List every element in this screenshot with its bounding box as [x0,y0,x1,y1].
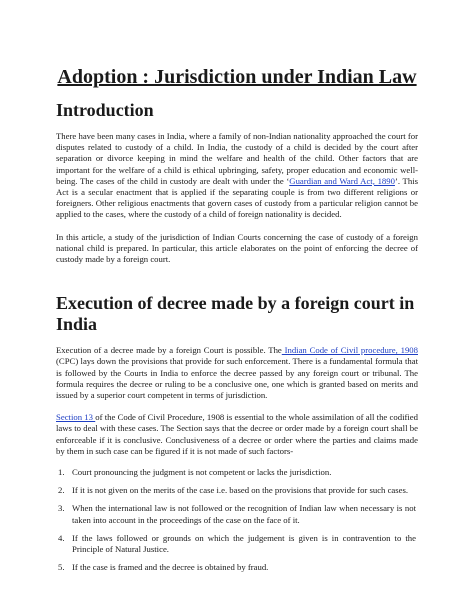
civil-procedure-code-link[interactable]: Indian Code of Civil procedure, 1908 [281,345,418,356]
list-item [56,533,418,555]
execution-paragraph-2 [56,412,418,457]
list-item-text: If the laws followed or grounds on which the judgement is given is in contravention to the Principle of Natural Justice. [72,532,416,555]
list-item-text: If it is not given on the merits of the case i.e. based on the provisions that provide for such cases. [72,485,409,496]
document-title: Adoption : Jurisdiction under Indian Law [57,66,417,88]
exec-p1-text-b: (CPC) lays down the provisions that provide for such enforcement. There is a fundamental formula that is followed by the Courts in India to enforce the decree passed by any foreign court or tribunal. The formula requires the decree or ruling to be a conclusive one, one which is granted based on merits and issued by a superior court competent in terms of jurisdiction. [56,356,418,401]
list-item-number: 4. [58,532,65,543]
execution-paragraph-1 [56,345,418,401]
list-item-number: 3. [58,503,65,514]
list-item [56,485,418,496]
list-item-text: When the international law is not followed or the recognition of Indian law when necessary is not taken into account in the proceedings of the case on the face of it. [72,503,416,525]
factors-list [56,467,418,573]
spacer [56,221,418,232]
introduction-paragraph-1 [56,131,418,221]
introduction-paragraph-2: In this article, a study of the jurisdiction of Indian Courts concerning the case of custody of a foreign national child is prepared. In particular, this article elaborates on the point of enforcing the decree of custody made by a foreign court. [56,231,418,265]
intro-p1-text-b: ’. This Act is a secular enactment that is applied if the separating couple is from two different religions or foreigners. Other religious enactments that govern cases of custody from a particular religion cannot be applied to the cases, where the custody of a child of foreign nationality is decided. [56,175,419,220]
exec-p1-text-a: Execution of a decree made by a foreign Court is possible. The [56,345,282,356]
execution-heading: Execution of decree made by a foreign court in India [56,293,415,335]
list-item-number: 1. [58,467,65,478]
list-item-number: 2. [58,485,65,496]
spacer [56,265,418,293]
guardian-ward-act-link[interactable]: Guardian and Ward Act, 1890 [289,175,395,186]
list-item-number: 5. [58,562,65,573]
list-item [56,467,418,478]
list-item-text: If the case is framed and the decree is obtained by fraud. [72,562,269,573]
list-item-text: Court pronouncing the judgment is not competent or lacks the jurisdiction. [72,467,332,478]
list-item [56,562,418,573]
spacer [56,401,418,412]
list-item [56,503,418,525]
exec-p2-text: of the Code of Civil Procedure, 1908 is essential to the whole assimilation of all the codified laws to deal with these cases. The Section says that the decree or order made by a foreign court shall be enforceable if it is conclusive. Conclusiveness of a decree or order where the parties and claims made by them in such case can be figured if it is not made of such factors- [56,412,418,456]
section-13-link[interactable]: Section 13 [56,412,96,423]
intro-p1-text-a: There have been many cases in India, where a family of non-Indian nationality approached the court for disputes related to custody of a child. In India, the custody of a child is decided by the court after separation or divorce keeping in mind the welfare and health of the child. Other factors that are important for the welfare of a child is ethical upbringing, safety, proper education and economic well-being. The cases of the child in custody are dealt with under the ‘ [56,131,418,186]
introduction-heading: Introduction [56,100,154,120]
